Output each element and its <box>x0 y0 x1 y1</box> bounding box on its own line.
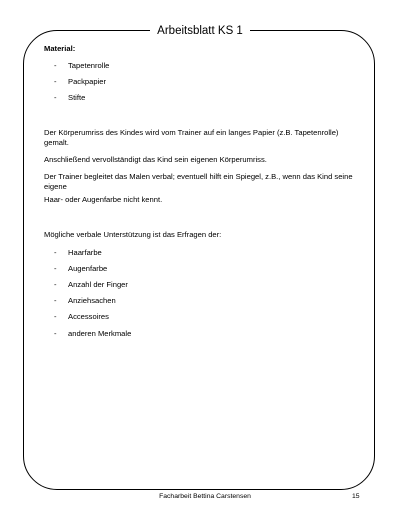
page-title: Arbeitsblatt KS 1 <box>150 23 250 39</box>
list-item <box>44 77 362 87</box>
list-item <box>44 248 362 258</box>
list-item-text: Tapetenrolle <box>68 61 110 70</box>
list-item <box>44 93 362 103</box>
list-item <box>44 296 362 306</box>
page-number: 15 <box>352 493 360 500</box>
list-item-text: anderen Merkmale <box>68 328 132 338</box>
paragraph: Der Körperumriss des Kindes wird vom Trainer auf ein langes Papier (z.B. Tapetenrolle) gemalt. <box>44 127 339 147</box>
list-dash: - <box>54 77 57 87</box>
list-item <box>44 329 362 339</box>
paragraph: Der Trainer begleitet das Malen verbal; eventuell hilft ein Spiegel, z.B., wenn das Kind seine eigene <box>44 171 353 191</box>
list-dash: - <box>54 247 57 257</box>
paragraph: Haar- oder Augenfarbe nicht kennt. <box>44 194 163 204</box>
list-dash: - <box>54 263 57 273</box>
document-body <box>44 44 362 345</box>
list-item-text: Haarfarbe <box>68 247 102 257</box>
list-item-text: Anziehsachen <box>68 296 116 306</box>
support-list <box>44 248 362 339</box>
list-item-text: Packpapier <box>68 77 106 87</box>
list-dash: - <box>54 93 57 103</box>
list-item-text: Stifte <box>68 93 86 103</box>
list-item-text: Accessoires <box>68 312 109 322</box>
list-item <box>44 264 362 274</box>
list-item-text: Anzahl der Finger <box>68 279 128 289</box>
paragraph: Anschließend vervollständigt das Kind sein eigenen Körperumriss. <box>44 154 267 164</box>
list-dash: - <box>54 328 57 338</box>
list-dash: - <box>54 312 57 322</box>
footer-text: Facharbeit Bettina Carstensen <box>159 493 251 500</box>
list-dash: - <box>54 296 57 306</box>
list-item <box>44 61 362 71</box>
support-intro: Mögliche verbale Unterstützung ist das Erfragen der: <box>44 229 222 239</box>
list-dash: - <box>54 61 57 70</box>
list-item <box>44 312 362 322</box>
list-dash: - <box>54 279 57 289</box>
material-heading: Material: <box>44 44 76 53</box>
list-item <box>44 280 362 290</box>
list-item-text: Augenfarbe <box>68 263 108 273</box>
material-list <box>44 61 362 103</box>
